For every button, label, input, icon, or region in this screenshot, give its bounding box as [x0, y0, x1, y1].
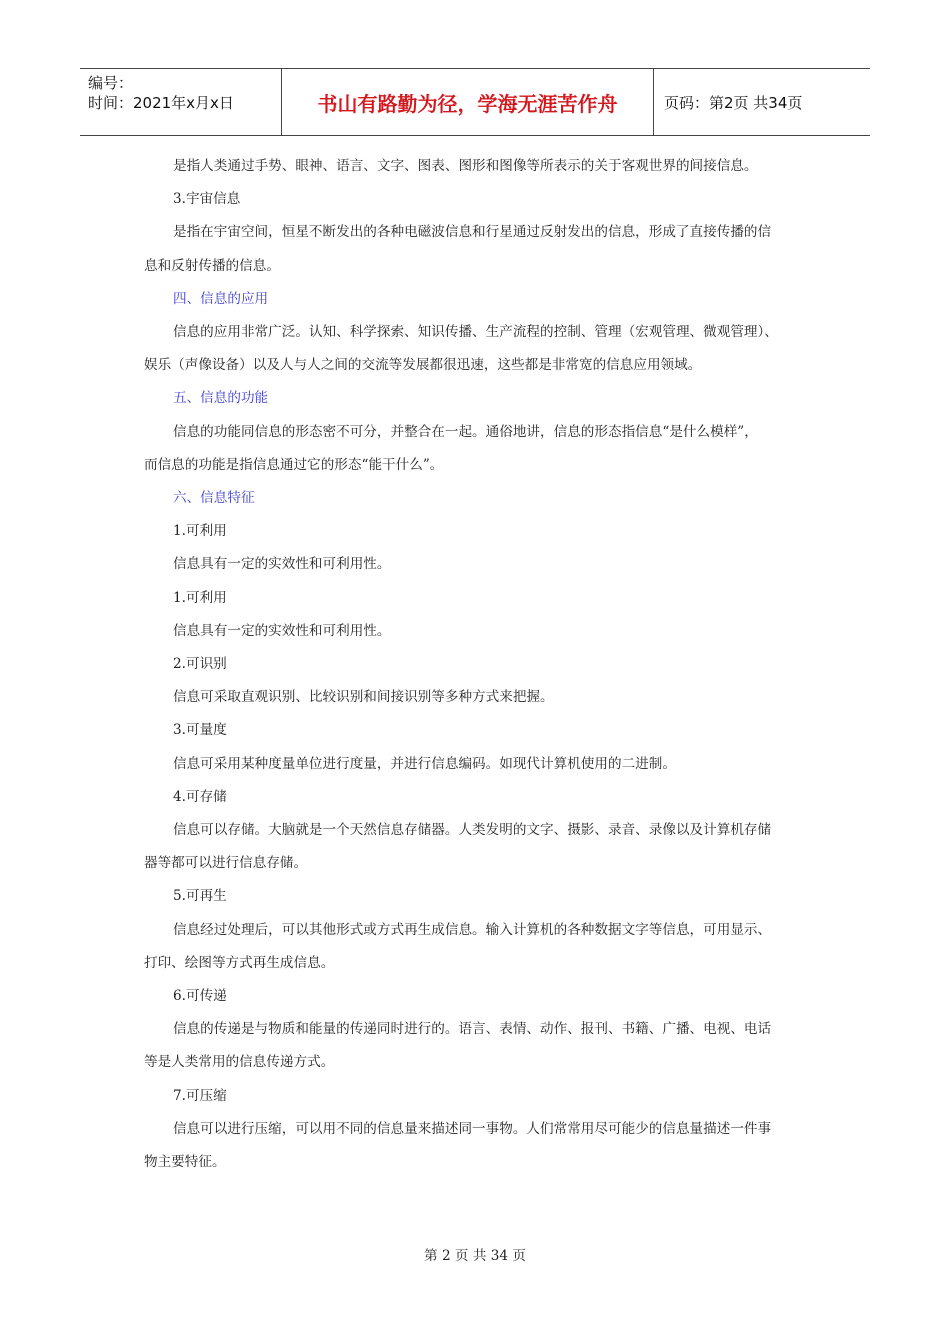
section-heading: 六、信息特征 — [173, 490, 255, 507]
date-label: 时间：2021年x月x日 — [88, 94, 234, 112]
section-heading: 四、信息的应用 — [173, 290, 269, 307]
page-footer: 第 2 页 共 34 页 — [424, 1248, 526, 1264]
paragraph-line: 1.可利用 — [173, 589, 227, 606]
header-motto: 书山有路勤为径，学海无涯苦作舟 — [282, 69, 654, 135]
paragraph-line: 信息可以进行压缩，可以用不同的信息量来描述同一事物。人们常常用尽可能少的信息量描述一件事 — [173, 1120, 772, 1137]
page-header — [80, 68, 870, 136]
paragraph-line: 是指人类通过手势、眼神、语言、文字、图表、图形和图像等所表示的关于客观世界的间接信息。 — [173, 158, 758, 174]
paragraph-line: 4.可存储 — [173, 788, 227, 805]
paragraph-line: 娱乐（声像设备）以及人与人之间的交流等发展都很迅速，这些都是非常宽的信息应用领域。 — [144, 357, 702, 374]
paragraph-line: 信息具有一定的实效性和可利用性。 — [173, 622, 391, 639]
paragraph-line: 3.宇宙信息 — [173, 191, 241, 208]
section-heading: 五、信息的功能 — [173, 390, 269, 407]
paragraph-line: 等是人类常用的信息传递方式。 — [144, 1054, 335, 1071]
paragraph-line: 信息的传递是与物质和能量的传递同时进行的。语言、表情、动作、报刊、书籍、广播、电视、电话 — [173, 1021, 772, 1038]
paragraph-line: 信息具有一定的实效性和可利用性。 — [173, 556, 391, 573]
paragraph-line: 信息可以存储。大脑就是一个天然信息存储器。人类发明的文字、摄影、录音、录像以及计算机存储 — [173, 822, 772, 839]
number-label: 编号： — [88, 74, 134, 92]
document-body — [144, 150, 816, 1179]
paragraph-line: 信息经过处理后，可以其他形式或方式再生成信息。输入计算机的各种数据文字等信息，可用显示、 — [173, 921, 772, 938]
paragraph-line: 5.可再生 — [173, 888, 227, 905]
paragraph-line: 3.可量度 — [173, 722, 227, 739]
paragraph-line: 打印、绘图等方式再生成信息。 — [144, 954, 335, 971]
header-page-info: 页码：第2页 共34页 — [664, 93, 803, 112]
paragraph-line: 是指在宇宙空间，恒星不断发出的各种电磁波信息和行星通过反射发出的信息，形成了直接传播的信 — [173, 224, 772, 241]
paragraph-line: 信息的功能同信息的形态密不可分，并整合在一起。通俗地讲，信息的形态指信息“是什么模样”， — [173, 423, 758, 440]
paragraph-line: 而信息的功能是指信息通过它的形态“能干什么”。 — [144, 456, 444, 473]
paragraph-line: 物主要特征。 — [144, 1154, 226, 1171]
paragraph-line: 7.可压缩 — [173, 1087, 227, 1104]
paragraph-line: 1.可利用 — [173, 523, 227, 540]
paragraph-line: 信息可采取直观识别、比较识别和间接识别等多种方式来把握。 — [173, 689, 554, 706]
paragraph-line: 息和反射传播的信息。 — [144, 257, 280, 274]
paragraph-line: 信息的应用非常广泛。认知、科学探索、知识传播、生产流程的控制、管理（宏观管理、微观管理）、 — [173, 324, 778, 341]
paragraph-line: 信息可采用某种度量单位进行度量，并进行信息编码。如现代计算机使用的二进制。 — [173, 755, 676, 772]
paragraph-line: 6.可传递 — [173, 988, 227, 1005]
paragraph-line: 器等都可以进行信息存储。 — [144, 855, 308, 872]
header-meta — [80, 69, 282, 135]
paragraph-line: 2.可识别 — [173, 656, 227, 673]
